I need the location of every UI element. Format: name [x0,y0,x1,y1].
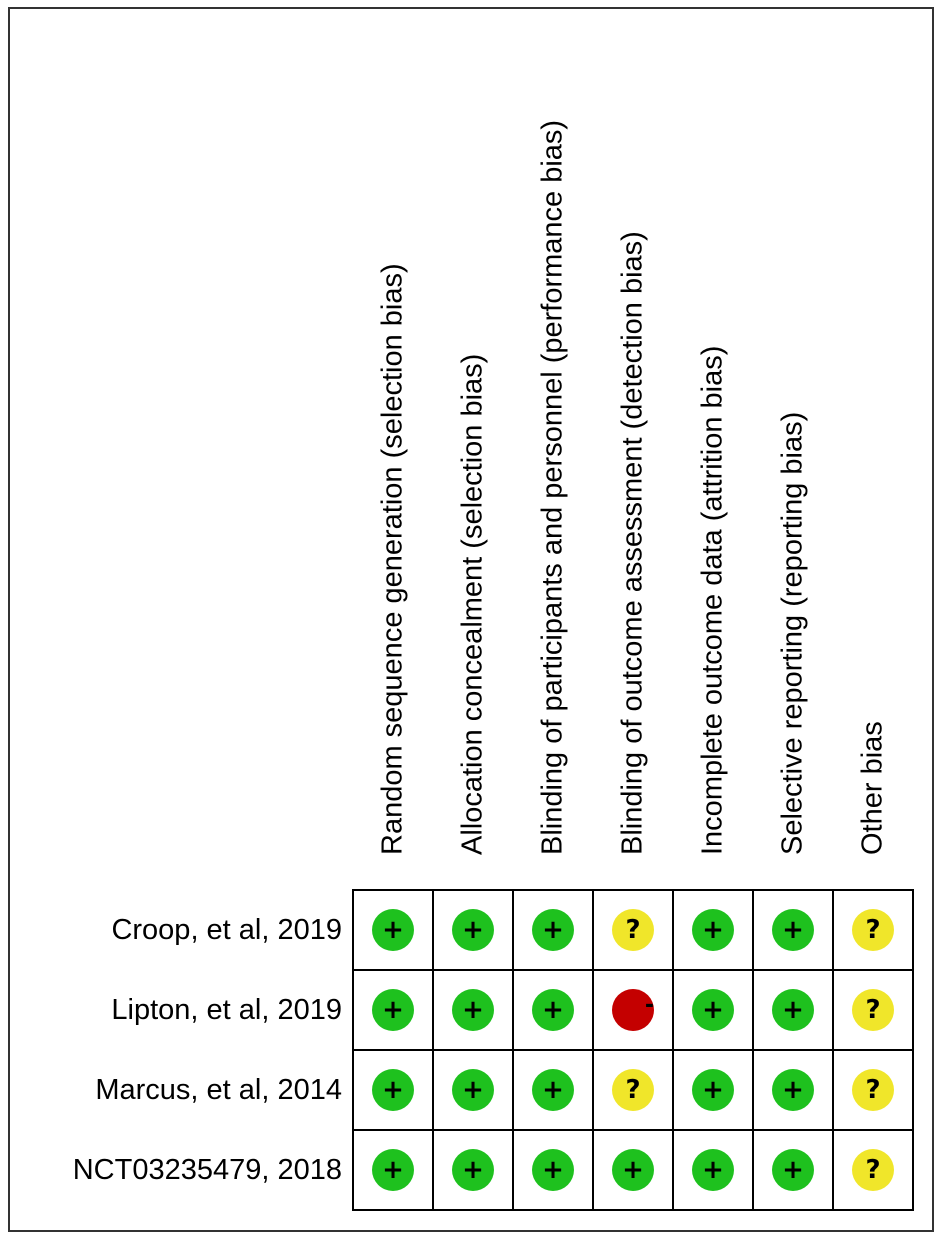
table-row [353,890,913,970]
low-risk-dot: + [372,909,414,951]
low-risk-dot: + [692,1069,734,1111]
judgement-cell [753,890,833,970]
column-header-label: Other bias [856,721,889,855]
low-risk-dot: + [532,989,574,1031]
judgement-cell [753,1130,833,1210]
column-header-label: Selective reporting (reporting bias) [776,411,809,855]
low-risk-dot: + [452,1149,494,1191]
judgement-cell [593,970,673,1050]
risk-of-bias-grid [352,889,914,1211]
judgement-cell [753,1050,833,1130]
judgement-cell [673,1130,753,1210]
low-risk-dot: + [612,1149,654,1191]
low-risk-dot: + [532,1149,574,1191]
table-row [353,1130,913,1210]
low-risk-dot: + [692,989,734,1031]
low-risk-dot: + [372,1069,414,1111]
judgement-cell [593,890,673,970]
column-header-label: Incomplete outcome data (attrition bias) [696,345,729,855]
unclear-risk-dot: ? [852,909,894,951]
column-header-label: Blinding of outcome assessment (detection bias) [616,231,649,855]
judgement-cell [353,1050,433,1130]
low-risk-dot: + [452,1069,494,1111]
judgement-cell [833,890,913,970]
judgement-cell [433,890,513,970]
unclear-risk-dot: ? [612,1069,654,1111]
judgement-cell [593,1130,673,1210]
judgement-cell [353,1130,433,1210]
column-header-label: Blinding of participants and personnel (performance bias) [536,119,569,855]
column-header-label: Random sequence generation (selection bias) [376,263,409,855]
unclear-risk-dot: ? [852,1149,894,1191]
low-risk-dot: + [452,989,494,1031]
unclear-risk-dot: ? [852,1069,894,1111]
judgement-cell [353,970,433,1050]
low-risk-dot: + [372,1149,414,1191]
column-header [353,14,433,884]
judgement-cell [513,970,593,1050]
judgement-cell [833,1130,913,1210]
judgement-cell [753,970,833,1050]
column-header [593,14,673,884]
unclear-risk-dot: ? [612,909,654,951]
judgement-cell [833,970,913,1050]
low-risk-dot: + [692,909,734,951]
judgement-cell [833,1050,913,1130]
column-header [753,14,833,884]
judgement-cell [353,890,433,970]
judgement-cell [433,1050,513,1130]
column-header [513,14,593,884]
column-header [433,14,513,884]
column-header [673,14,753,884]
study-label: Lipton, et al, 2019 [111,994,342,1026]
high-risk-dot: - [612,989,654,1031]
unclear-risk-dot: ? [852,989,894,1031]
low-risk-dot: + [372,989,414,1031]
study-label: NCT03235479, 2018 [72,1154,342,1186]
low-risk-dot: + [692,1149,734,1191]
judgement-cell [593,1050,673,1130]
low-risk-dot: + [532,909,574,951]
table-row [353,970,913,1050]
judgement-cell [673,1050,753,1130]
judgement-cell [433,1130,513,1210]
column-header [833,14,913,884]
judgement-cell [673,970,753,1050]
column-header-label: Allocation concealment (selection bias) [456,353,489,855]
judgement-cell [673,890,753,970]
study-label: Croop, et al, 2019 [111,914,342,946]
table-row [353,1050,913,1130]
study-label: Marcus, et al, 2014 [95,1074,342,1106]
judgement-cell [513,1050,593,1130]
low-risk-dot: + [532,1069,574,1111]
low-risk-dot: + [772,1069,814,1111]
low-risk-dot: + [452,909,494,951]
judgement-cell [433,970,513,1050]
low-risk-dot: + [772,909,814,951]
low-risk-dot: + [772,1149,814,1191]
judgement-cell [513,1130,593,1210]
low-risk-dot: + [772,989,814,1031]
judgement-cell [513,890,593,970]
